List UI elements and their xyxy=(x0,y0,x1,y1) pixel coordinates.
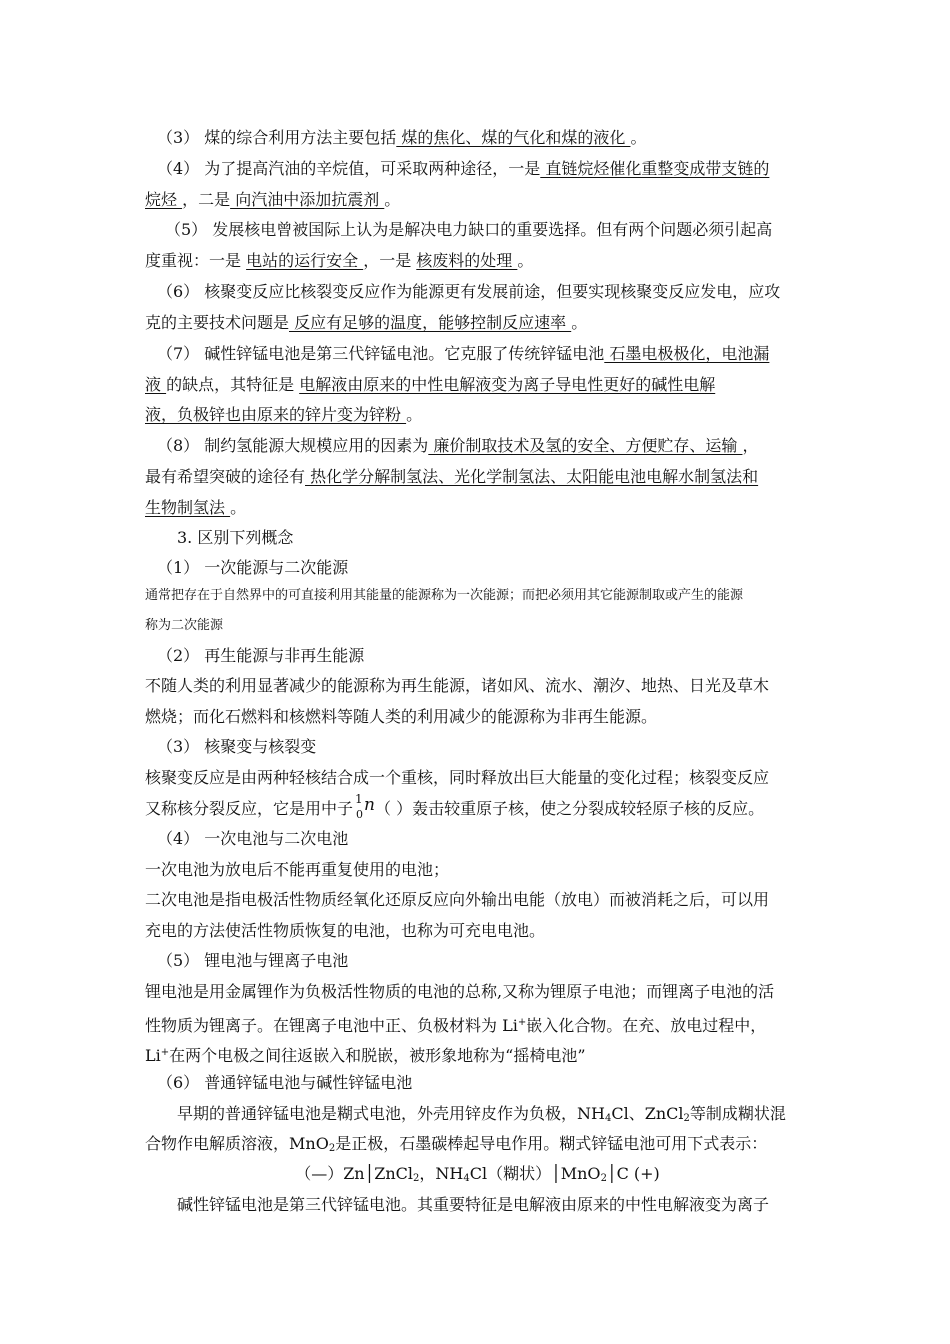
item-7-battery: （7） 碱性锌锰电池是第三代锌锰电池。它克服了传统锌锰电池 石墨电极极化，电池漏 xyxy=(157,344,770,363)
item-8-cont2: 生物制氢法 。 xyxy=(145,498,247,517)
blank-answer: 电解液由原来的中性电解液变为离子导电性更好的碱性电解 xyxy=(299,375,716,394)
item-8-cont: 最有希望突破的途径有 热化学分解制氢法、光化学制氢法、太阳能电池电解水制氢法和 xyxy=(145,467,759,486)
concept-6-text2: 碱性锌锰电池是第三代锌锰电池。其重要特征是电解液由原来的中性电解液变为离子 xyxy=(177,1195,770,1214)
item-3-coal: （3） 煤的综合利用方法主要包括 煤的焦化、煤的气化和煤的液化 。 xyxy=(157,128,647,147)
blank-answer: 廉价制取技术及氢的安全、方便贮存、运输 xyxy=(428,436,743,455)
concept-2-heading: （2） 再生能源与非再生能源 xyxy=(157,646,365,665)
concept-4-text: 一次电池为放电后不能再重复使用的电池； xyxy=(145,860,450,879)
item-5-cont: 度重视：一是 电站的运行安全 ，一是 核废料的处理 。 xyxy=(145,251,534,270)
blank-answer: 电站的运行安全 xyxy=(246,251,364,270)
concept-3-text: 核聚变反应是由两种轻核结合成一个重核，同时释放出巨大能量的变化过程；核裂变反应 xyxy=(145,768,770,787)
blank-answer: 煤的焦化、煤的气化和煤的液化 xyxy=(396,128,631,147)
blank-answer: 烷烃 xyxy=(145,190,183,209)
item-7-cont2: 液，负极锌也由原来的锌片变为锌粉 。 xyxy=(145,405,423,424)
blank-answer: 直链烷烃催化重整变成带支链的 xyxy=(540,159,770,178)
concept-3-text-cont: 又称核分裂反应，它是用中子 1 0 n （ ）轰击较重原子核，使之分裂成较轻原子核的反应。 xyxy=(145,792,765,821)
concept-5-text-cont: 性物质为锂离子。在锂离子电池中正、负极材料为 Li+嵌入化合物。在充、放电过程中， xyxy=(145,1016,767,1035)
item-4-cont: 烷烃 ，二是 向汽油中添加抗震剂 。 xyxy=(145,190,401,209)
concept-5-heading: （5） 锂电池与锂离子电池 xyxy=(157,951,349,970)
blank-answer: 液 xyxy=(145,375,167,394)
concept-6-text-cont: 合物作电解质溶液，MnO$_2$是正极，石墨碳棒起导电作用。糊式锌锰电池可用下式表示： xyxy=(145,1134,768,1154)
item-6-cont: 克的主要技术问题是 反应有足够的温度，能够控制反应速率 。 xyxy=(145,313,588,332)
concept-1-text: 通常把存在于自然界中的可直接利用其能量的能源称为一次能源；而把必须用其它能源制取或产生的能源 xyxy=(145,588,744,603)
item-7-cont: 液 的缺点，其特征是 电解液由原来的中性电解液变为离子导电性更好的碱性电解 xyxy=(145,375,716,394)
blank-answer: 反应有足够的温度，能够控制反应速率 xyxy=(289,313,572,332)
concept-1-heading: （1） 一次能源与二次能源 xyxy=(157,558,349,577)
concept-5-text: 锂电池是用金属锂作为负极活性物质的电池的总称,又称为锂原子电池；而锂离子电池的活 xyxy=(145,982,775,1001)
concept-1-text-cont: 称为二次能源 xyxy=(145,618,224,633)
blank-answer: 液，负极锌也由原来的锌片变为锌粉 xyxy=(145,405,407,424)
concept-2-text-cont: 燃烧；而化石燃料和核燃料等随人类的利用减少的能源称为非再生能源。 xyxy=(145,707,658,726)
blank-answer: 生物制氢法 xyxy=(145,498,231,517)
blank-answer: 热化学分解制氢法、光化学制氢法、太阳能电池电解水制氢法和 xyxy=(305,467,759,486)
concept-6-heading: （6） 普通锌锰电池与碱性锌锰电池 xyxy=(157,1073,413,1092)
concept-6-text: 早期的普通锌锰电池是糊式电池，外壳用锌皮作为负极，$NH_4Cl$、ZnCl$_2$等制成糊状混 xyxy=(177,1104,786,1124)
concept-4-text2-cont: 充电的方法使活性物质恢复的电池，也称为可充电电池。 xyxy=(145,921,546,940)
blank-answer: 石墨电极极化，电池漏 xyxy=(604,344,770,363)
blank-answer: 核废料的处理 xyxy=(416,251,518,270)
blank-answer: 向汽油中添加抗震剂 xyxy=(230,190,385,209)
concept-4-text2: 二次电池是指电极活性物质经氧化还原反应向外输出电能（放电）而被消耗之后，可以用 xyxy=(145,890,770,909)
section-3-heading: 3. 区别下列概念 xyxy=(177,528,294,547)
concept-5-text-cont2: Li+在两个电极之间往返嵌入和脱嵌，被形象地称为“摇椅电池” xyxy=(145,1046,586,1065)
item-4-gasoline: （4） 为了提高汽油的辛烷值，可采取两种途径，一是 直链烷烃催化重整变成带支链的 xyxy=(157,159,770,178)
battery-formula: （—）Zn│ZnCl$_2$，$NH_4Cl$（糊状）│MnO$_2$│C (+) xyxy=(295,1164,660,1184)
concept-2-text: 不随人类的利用显著减少的能源称为再生能源，诸如风、流水、潮汐、地热、日光及草木 xyxy=(145,676,770,695)
concept-4-heading: （4） 一次电池与二次电池 xyxy=(157,829,349,848)
item-6-fusion: （6） 核聚变反应比核裂变反应作为能源更有发展前途，但要实现核聚变反应发电，应攻 xyxy=(157,282,781,301)
neutron-symbol: 1 0 n xyxy=(355,792,375,821)
item-5-nuclear: （5） 发展核电曾被国际上认为是解决电力缺口的重要选择。但有两个问题必须引起高 xyxy=(165,220,773,239)
item-8-hydrogen: （8） 制约氢能源大规模应用的因素为 廉价制取技术及氢的安全、方便贮存、运输 ， xyxy=(157,436,759,455)
concept-3-heading: （3） 核聚变与核裂变 xyxy=(157,737,317,756)
